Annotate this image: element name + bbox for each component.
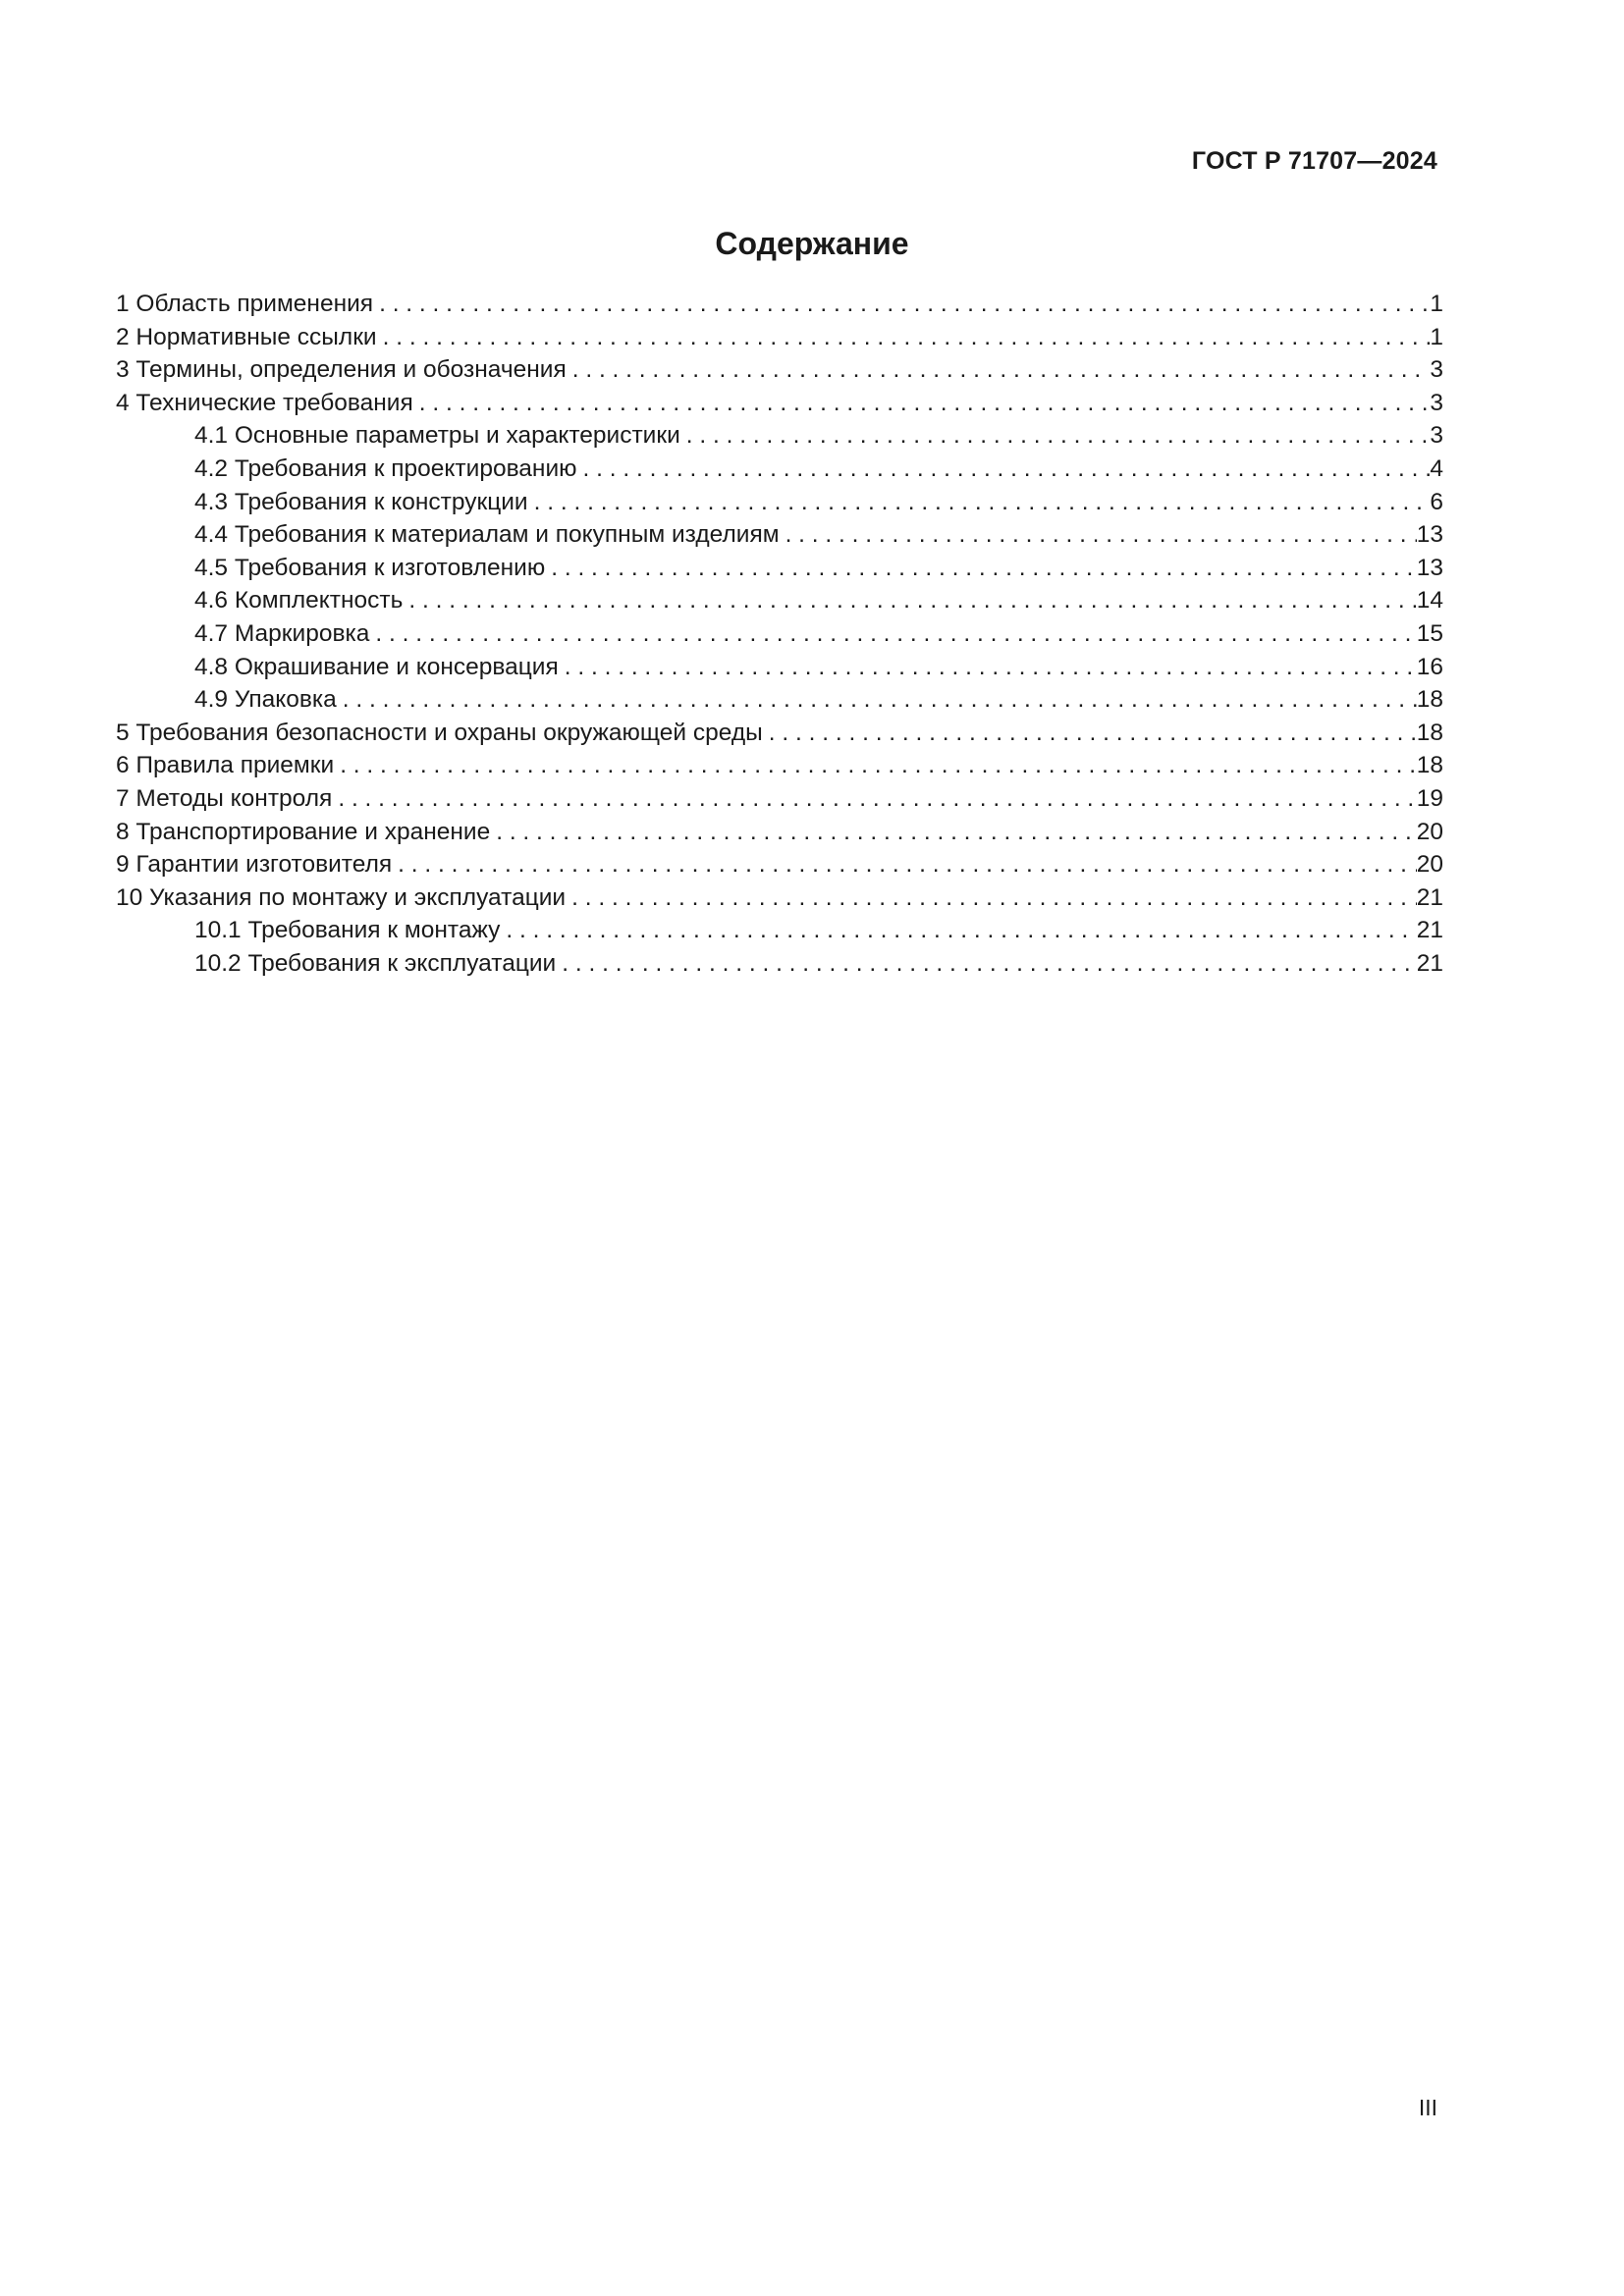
toc-entry[interactable] [116, 881, 1443, 915]
toc-subentry[interactable] [116, 683, 1443, 717]
toc-entry[interactable] [116, 782, 1443, 816]
toc-entry-page: 18 [1416, 752, 1443, 779]
toc-subentry[interactable] [116, 617, 1443, 651]
page-number: III [1418, 2095, 1437, 2120]
toc-entry[interactable] [116, 816, 1443, 849]
toc-entry-page: 20 [1416, 818, 1443, 845]
toc-entry-label: 5 Требования безопасности и охраны окружающей среды [116, 719, 763, 746]
toc-entry-label: 9 Гарантии изготовителя [116, 851, 393, 879]
toc-dot-leader [338, 782, 1416, 816]
toc-entry[interactable] [116, 749, 1443, 782]
toc-entry-page: 19 [1416, 784, 1443, 812]
toc-entry-label: 4.8 Окрашивание и консервация [194, 653, 559, 680]
toc-title: Содержание [715, 226, 909, 261]
toc-dot-leader [398, 848, 1417, 881]
toc-entry[interactable] [116, 288, 1443, 321]
toc-entry-page: 13 [1416, 554, 1443, 581]
toc-entry-label: 4.9 Упаковка [194, 686, 337, 714]
toc-entry-page: 21 [1416, 883, 1443, 911]
toc-entry-page: 18 [1416, 719, 1443, 746]
toc-dot-leader [785, 518, 1417, 552]
toc-dot-leader [534, 486, 1431, 519]
toc-entry-label: 4.2 Требования к проектированию [194, 454, 577, 482]
toc-entry-label: 10.2 Требования к эксплуатации [194, 949, 557, 977]
toc-subentry[interactable] [116, 914, 1443, 947]
document-code: ГОСТ Р 71707—2024 [1191, 147, 1437, 175]
toc-entry[interactable] [116, 848, 1443, 881]
toc-subentry[interactable] [116, 419, 1443, 453]
toc-entry-page: 16 [1416, 653, 1443, 680]
toc-subentry[interactable] [116, 453, 1443, 486]
toc-entry-label: 4.6 Комплектность [194, 587, 404, 614]
toc-dot-leader [343, 683, 1417, 717]
toc-dot-leader [408, 584, 1416, 617]
toc-entry-label: 4.1 Основные параметры и характеристики [194, 422, 680, 450]
toc-dot-leader [496, 816, 1417, 849]
toc-entry-page: 1 [1430, 323, 1443, 350]
table-of-contents [116, 288, 1443, 980]
toc-entry-page: 21 [1416, 949, 1443, 977]
toc-entry-page: 15 [1416, 619, 1443, 647]
toc-dot-leader [551, 552, 1417, 585]
toc-dot-leader [562, 947, 1416, 981]
toc-entry-page: 1 [1430, 291, 1443, 317]
toc-entry-label: 4.5 Требования к изготовлению [194, 554, 546, 581]
toc-entry-label: 10 Указания по монтажу и эксплуатации [116, 883, 567, 911]
toc-entry-page: 21 [1416, 917, 1443, 944]
toc-dot-leader [572, 353, 1431, 387]
toc-subentry[interactable] [116, 552, 1443, 585]
toc-subentry[interactable] [116, 651, 1443, 684]
toc-entry-label: 1 Область применения [116, 291, 374, 317]
toc-entry-page: 3 [1430, 356, 1443, 384]
toc-entry-page: 14 [1416, 587, 1443, 614]
toc-entry-label: 4 Технические требования [116, 389, 413, 416]
toc-dot-leader [686, 419, 1431, 453]
toc-dot-leader [419, 387, 1431, 420]
toc-entry-label: 4.3 Требования к конструкции [194, 488, 528, 515]
toc-entry-label: 10.1 Требования к монтажу [194, 917, 501, 944]
toc-subentry[interactable] [116, 947, 1443, 981]
toc-entry-page: 20 [1416, 851, 1443, 879]
toc-entry-page: 3 [1430, 422, 1443, 450]
toc-entry[interactable] [116, 717, 1443, 750]
toc-dot-leader [769, 717, 1417, 750]
toc-dot-leader [571, 881, 1417, 915]
toc-dot-leader [583, 453, 1431, 486]
toc-subentry[interactable] [116, 486, 1443, 519]
toc-entry-label: 8 Транспортирование и хранение [116, 818, 491, 845]
toc-entry-page: 6 [1430, 488, 1443, 515]
toc-entry-label: 6 Правила приемки [116, 752, 335, 779]
toc-entry-label: 4.7 Маркировка [194, 619, 370, 647]
toc-entry[interactable] [116, 387, 1443, 420]
toc-subentry[interactable] [116, 518, 1443, 552]
toc-entry-page: 13 [1416, 521, 1443, 549]
toc-subentry[interactable] [116, 584, 1443, 617]
toc-entry-page: 4 [1430, 454, 1443, 482]
toc-entry-label: 7 Методы контроля [116, 784, 333, 812]
toc-entry-label: 3 Термины, определения и обозначения [116, 356, 567, 384]
toc-entry-page: 3 [1430, 389, 1443, 416]
toc-entry-label: 2 Нормативные ссылки [116, 323, 377, 350]
toc-dot-leader [565, 651, 1417, 684]
toc-dot-leader [340, 749, 1417, 782]
toc-entry-label: 4.4 Требования к материалам и покупным изделиям [194, 521, 780, 549]
toc-dot-leader [375, 617, 1416, 651]
toc-dot-leader [506, 914, 1416, 947]
toc-dot-leader [383, 321, 1431, 354]
toc-dot-leader [379, 288, 1430, 321]
toc-entry[interactable] [116, 321, 1443, 354]
toc-entry[interactable] [116, 353, 1443, 387]
toc-entry-page: 18 [1416, 686, 1443, 714]
